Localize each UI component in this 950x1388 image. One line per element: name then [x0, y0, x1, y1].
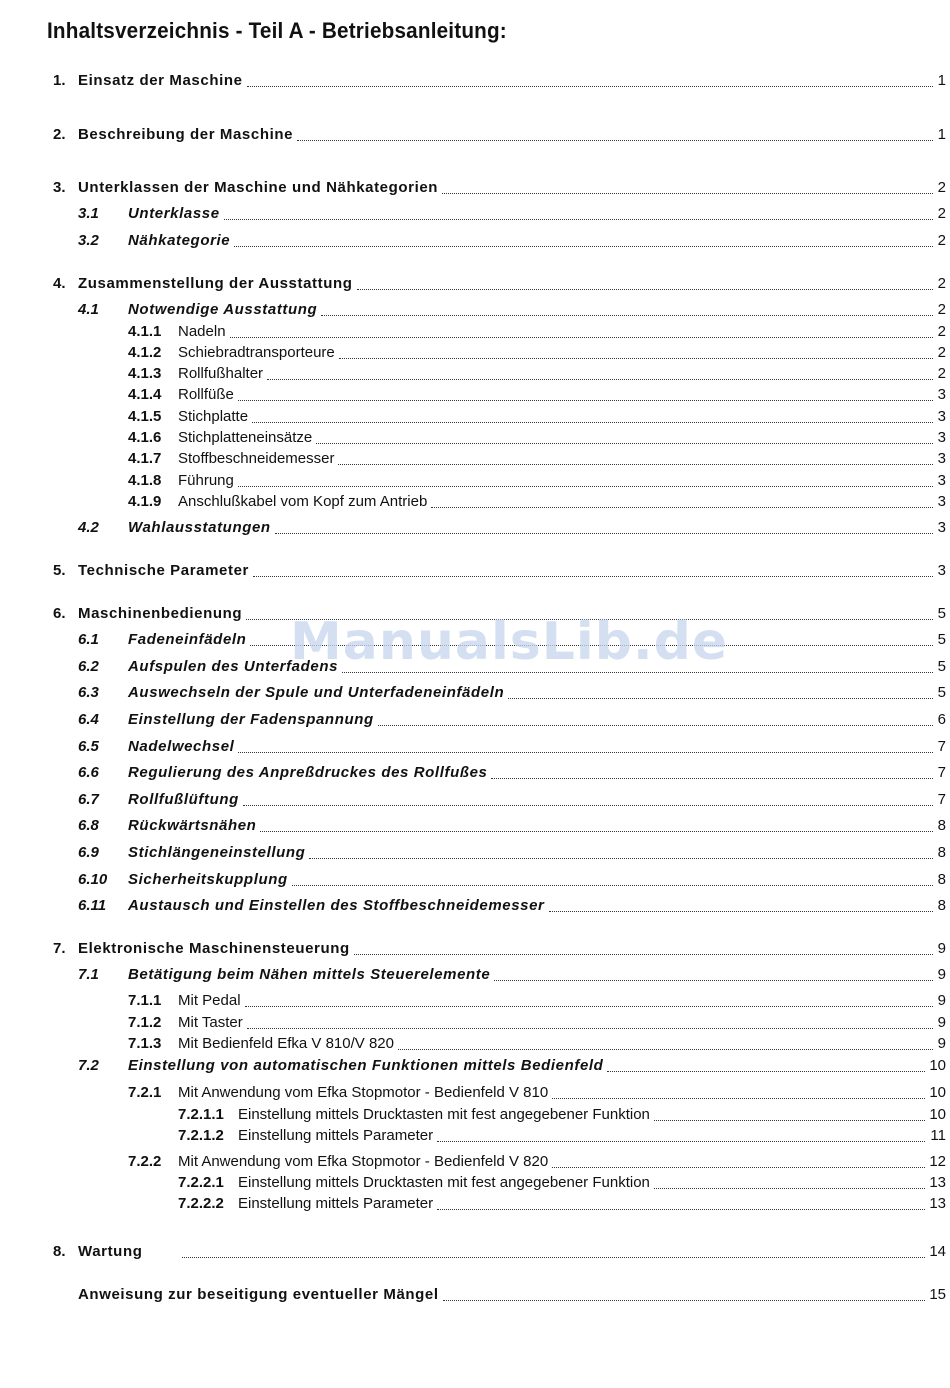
toc-entry-label: Einstellung mittels Drucktasten mit fest angegebener Funktion: [238, 1106, 650, 1123]
leader-dots: [437, 1138, 925, 1142]
toc-entry-label: Mit Taster: [178, 1014, 243, 1031]
toc-entry[interactable]: [0, 1083, 950, 1103]
toc-entry[interactable]: [0, 896, 950, 916]
toc-entry[interactable]: [0, 1152, 950, 1172]
toc-entry-number: 6.8: [78, 817, 99, 834]
toc-entry[interactable]: [0, 428, 950, 448]
toc-entry[interactable]: [0, 1285, 950, 1305]
toc-entry-number: 7.2.1: [128, 1084, 162, 1101]
toc-entry-number: 6.1: [78, 631, 99, 648]
toc-entry-page: 9: [937, 966, 946, 983]
toc-entry-number: 4.: [53, 275, 66, 292]
toc-entry[interactable]: [0, 407, 950, 427]
leader-dots: [442, 190, 933, 194]
toc-entry-label: Führung: [178, 472, 234, 489]
toc-entry-label: Beschreibung der Maschine: [78, 126, 294, 143]
leader-dots: [230, 334, 933, 338]
toc-entry[interactable]: [0, 300, 950, 320]
toc-entry-label: Anweisung zur beseitigung eventueller Mängel: [78, 1286, 439, 1303]
toc-entry[interactable]: [0, 449, 950, 469]
toc-entry-label: Einstellung der Fadenspannung: [128, 711, 374, 728]
leader-dots: [378, 722, 933, 726]
toc-entry-label: Stichlängeneinstellung: [128, 844, 306, 861]
toc-entry-page: 2: [937, 344, 946, 361]
leader-dots: [297, 137, 933, 141]
toc-entry-label: Maschinenbedienung: [78, 605, 243, 622]
toc-entry-label: Mit Anwendung vom Efka Stopmotor - Bedienfeld V 820: [178, 1153, 549, 1170]
toc-entry-number: 6.: [53, 605, 66, 622]
leader-dots: [247, 1025, 933, 1029]
leader-dots: [316, 440, 933, 444]
leader-dots: [654, 1117, 925, 1121]
toc-entry-label: Notwendige Ausstattung: [128, 301, 318, 318]
leader-dots: [234, 243, 933, 247]
leader-dots: [224, 216, 933, 220]
leader-dots: [309, 855, 933, 859]
toc-entry[interactable]: [0, 1242, 950, 1262]
toc-entry-page: 13: [929, 1174, 946, 1191]
toc-entry[interactable]: [0, 870, 950, 890]
toc-entry-label: Fadeneinfädeln: [128, 631, 247, 648]
toc-entry-label: Technische Parameter: [78, 562, 249, 579]
toc-entry-number: 7.1: [78, 966, 99, 983]
toc-entry-page: 7: [937, 764, 946, 781]
toc-entry-number: 4.1.5: [128, 408, 162, 425]
toc-entry-page: 2: [937, 365, 946, 382]
toc-entry-number: 7.2.1.1: [178, 1106, 224, 1123]
toc-entry-page: 9: [937, 992, 946, 1009]
toc-entry-label: Auswechseln der Spule und Unterfadeneinfädeln: [128, 684, 505, 701]
leader-dots: [339, 355, 933, 359]
toc-entry-number: 7.2.2: [128, 1153, 162, 1170]
toc-entry-page: 3: [937, 386, 946, 403]
toc-entry-number: 7.2.1.2: [178, 1127, 224, 1144]
toc-entry-label: Mit Bedienfeld Efka V 810/V 820: [178, 1035, 394, 1052]
toc-entry-number: 4.1.9: [128, 493, 162, 510]
leader-dots: [654, 1185, 925, 1189]
toc-entry[interactable]: [0, 204, 950, 224]
toc-entry[interactable]: [0, 274, 950, 294]
leader-dots: [437, 1206, 925, 1210]
toc-entry[interactable]: [0, 737, 950, 757]
toc-entry[interactable]: [0, 125, 950, 145]
toc-entry-label: Nadelwechsel: [128, 738, 235, 755]
toc-entry-label: Stichplatteneinsätze: [178, 429, 313, 446]
toc-entry-label: Betätigung beim Nähen mittels Steuerelemente: [128, 966, 491, 983]
toc-entry-number: 6.11: [78, 897, 107, 914]
toc-entry-number: 4.1: [78, 301, 99, 318]
toc-entry-number: 6.3: [78, 684, 99, 701]
toc-entry-number: 7.: [53, 940, 66, 957]
leader-dots: [275, 530, 933, 534]
toc-entry-page: 8: [937, 871, 946, 888]
leader-dots: [549, 908, 934, 912]
toc-entry-page: 5: [937, 605, 946, 622]
toc-entry-label: Austausch und Einstellen des Stoffbeschneidemesser: [128, 897, 545, 914]
toc-entry-label: Rückwärtsnähen: [128, 817, 257, 834]
toc-entry-number: 4.1.3: [128, 365, 162, 382]
toc-entry-page: 2: [937, 275, 946, 292]
toc-entry-number: 4.1.8: [128, 472, 162, 489]
toc-entry-number: 7.2.2.1: [178, 1174, 224, 1191]
toc-entry-number: 4.2: [78, 519, 99, 536]
toc-entry-label: Schiebradtransporteure: [178, 344, 335, 361]
toc-entry[interactable]: [0, 1126, 950, 1146]
leader-dots: [443, 1297, 925, 1301]
toc-entry[interactable]: [0, 71, 950, 91]
toc-entry[interactable]: [0, 322, 950, 342]
leader-dots: [607, 1068, 925, 1072]
leader-dots: [398, 1046, 933, 1050]
toc-entry[interactable]: [0, 364, 950, 384]
toc-entry[interactable]: [0, 939, 950, 959]
toc-entry-number: 1.: [53, 72, 66, 89]
toc-entry-page: 2: [937, 205, 946, 222]
toc-entry-label: Anschlußkabel vom Kopf zum Antrieb: [178, 493, 428, 510]
toc-entry[interactable]: [0, 231, 950, 251]
toc-entry[interactable]: [0, 710, 950, 730]
toc-entry-number: 3.: [53, 179, 66, 196]
leader-dots: [552, 1095, 925, 1099]
toc-entry-number: 6.2: [78, 658, 99, 675]
leader-dots: [292, 882, 933, 886]
toc-entry-label: Einstellung mittels Drucktasten mit fest angegebener Funktion: [238, 1174, 650, 1191]
toc-entry-page: 10: [929, 1106, 946, 1123]
toc-entry-page: 3: [937, 493, 946, 510]
toc-entry-page: 3: [937, 429, 946, 446]
toc-entry[interactable]: [0, 1056, 950, 1076]
leader-dots: [245, 1003, 933, 1007]
toc-entry-label: Wahlausstatungen: [128, 519, 271, 536]
toc-entry-label: Stoffbeschneidemesser: [178, 450, 335, 467]
toc-entry-label: Stichplatte: [178, 408, 249, 425]
toc-entry[interactable]: [0, 343, 950, 363]
toc-entry-page: 2: [937, 301, 946, 318]
toc-entry-label: Einstellung von automatischen Funktionen mittels Bedienfeld: [128, 1057, 604, 1074]
toc-entry-label: Einsatz der Maschine: [78, 72, 243, 89]
toc-entry-page: 15: [929, 1286, 946, 1303]
toc-entry-page: 3: [937, 408, 946, 425]
toc-entry-page: 9: [937, 1014, 946, 1031]
toc-entry-page: 3: [937, 450, 946, 467]
leader-dots: [260, 828, 933, 832]
leader-dots: [338, 461, 933, 465]
leader-dots: [431, 504, 933, 508]
toc-entry-page: 8: [937, 897, 946, 914]
leader-dots: [238, 749, 933, 753]
toc-entry[interactable]: [0, 1105, 950, 1125]
toc-entry-page: 2: [937, 323, 946, 340]
leader-dots: [182, 1254, 925, 1258]
toc-entry-number: 2.: [53, 126, 66, 143]
toc-entry[interactable]: [0, 1034, 950, 1054]
toc-entry-page: 10: [929, 1057, 946, 1074]
toc-entry[interactable]: [0, 471, 950, 491]
toc-entry-page: 10: [929, 1084, 946, 1101]
toc-entry-label: Unterklassen der Maschine und Nähkategorien: [78, 179, 439, 196]
watermark: ManualsLib.de: [290, 612, 729, 672]
toc-entry-page: 8: [937, 817, 946, 834]
page-title: Inhaltsverzeichnis - Teil A - Betriebsanleitung:: [47, 18, 507, 43]
toc-entry-label: Einstellung mittels Parameter: [238, 1195, 434, 1212]
toc-entry[interactable]: [0, 965, 950, 985]
toc-entry-label: Elektronische Maschinensteuerung: [78, 940, 350, 957]
leader-dots: [321, 312, 933, 316]
leader-dots: [252, 419, 933, 423]
toc-entry[interactable]: [0, 518, 950, 538]
toc-entry-page: 7: [937, 791, 946, 808]
leader-dots: [508, 695, 933, 699]
toc-entry-label: Mit Pedal: [178, 992, 241, 1009]
toc-entry-number: 7.1.1: [128, 992, 162, 1009]
toc-entry-number: 7.1.3: [128, 1035, 162, 1052]
leader-dots: [354, 951, 933, 955]
toc-entry-number: 4.1.7: [128, 450, 162, 467]
toc-entry-number: 5.: [53, 562, 66, 579]
toc-entry-page: 3: [937, 472, 946, 489]
toc-entry[interactable]: [0, 763, 950, 783]
toc-entry-number: 6.5: [78, 738, 99, 755]
toc-entry[interactable]: [0, 385, 950, 405]
toc-entry[interactable]: [0, 561, 950, 581]
toc-entry-label: Zusammenstellung der Ausstattung: [78, 275, 353, 292]
leader-dots: [238, 483, 933, 487]
toc-entry-label: Rollfüße: [178, 386, 234, 403]
toc-entry-page: 9: [937, 1035, 946, 1052]
toc-entry-page: 9: [937, 940, 946, 957]
toc-entry-number: 4.1.1: [128, 323, 162, 340]
toc-entry-number: 3.2: [78, 232, 99, 249]
toc-entry[interactable]: [0, 1194, 950, 1214]
leader-dots: [357, 286, 933, 290]
leader-dots: [552, 1164, 925, 1168]
toc-entry-page: 1: [937, 72, 946, 89]
leader-dots: [491, 775, 933, 779]
toc-entry[interactable]: [0, 991, 950, 1011]
toc-entry[interactable]: [0, 683, 950, 703]
toc-entry-page: 5: [937, 631, 946, 648]
toc-entry-label: Wartung: [78, 1243, 143, 1260]
toc-entry-label: Sicherheitskupplung: [128, 871, 288, 888]
leader-dots: [238, 397, 933, 401]
toc-entry[interactable]: [0, 492, 950, 512]
toc-entry-number: 4.1.2: [128, 344, 162, 361]
toc-entry-page: 5: [937, 658, 946, 675]
toc-entry-number: 6.4: [78, 711, 99, 728]
toc-entry-number: 8.: [53, 1243, 66, 1260]
toc-entry-page: 3: [937, 562, 946, 579]
toc-entry-number: 4.1.6: [128, 429, 162, 446]
toc-entry-page: 11: [930, 1127, 946, 1144]
toc-entry-number: 6.10: [78, 871, 108, 888]
toc-entry-label: Regulierung des Anpreßdruckes des Rollfußes: [128, 764, 488, 781]
toc-entry-page: 2: [937, 179, 946, 196]
toc-entry-page: 1: [937, 126, 946, 143]
toc-entry-number: 6.6: [78, 764, 99, 781]
toc-entry-page: 5: [937, 684, 946, 701]
toc-entry-number: 7.2.2.2: [178, 1195, 224, 1212]
leader-dots: [253, 573, 933, 577]
toc-entry[interactable]: [0, 843, 950, 863]
toc-entry-page: 2: [937, 232, 946, 249]
toc-entry-number: 6.7: [78, 791, 99, 808]
toc-entry-number: 4.1.4: [128, 386, 162, 403]
toc-entry-page: 12: [929, 1153, 946, 1170]
toc-entry-page: 14: [929, 1243, 946, 1260]
toc-entry[interactable]: [0, 816, 950, 836]
toc-entry-label: Rollfußlüftung: [128, 791, 239, 808]
leader-dots: [267, 376, 933, 380]
toc-entry[interactable]: [0, 1173, 950, 1193]
toc-entry-number: 3.1: [78, 205, 99, 222]
leader-dots: [247, 83, 933, 87]
toc-entry[interactable]: [0, 1013, 950, 1033]
toc-entry-label: Unterklasse: [128, 205, 220, 222]
toc-entry-label: Rollfußhalter: [178, 365, 264, 382]
toc-entry-label: Einstellung mittels Parameter: [238, 1127, 434, 1144]
toc-entry-page: 8: [937, 844, 946, 861]
toc-entry-page: 3: [937, 519, 946, 536]
toc-entry-label: Aufspulen des Unterfadens: [128, 658, 339, 675]
toc-entry-number: 7.1.2: [128, 1014, 162, 1031]
toc-entry-label: Mit Anwendung vom Efka Stopmotor - Bedienfeld V 810: [178, 1084, 549, 1101]
toc-entry-page: 6: [937, 711, 946, 728]
leader-dots: [243, 802, 933, 806]
toc-entry-number: 6.9: [78, 844, 99, 861]
toc-entry-label: Nähkategorie: [128, 232, 231, 249]
toc-entry-page: 13: [929, 1195, 946, 1212]
toc-entry[interactable]: [0, 790, 950, 810]
toc-entry-label: Nadeln: [178, 323, 226, 340]
toc-entry-number: 7.2: [78, 1057, 99, 1074]
toc-entry-page: 7: [937, 738, 946, 755]
toc-entry[interactable]: [0, 178, 950, 198]
leader-dots: [494, 977, 933, 981]
